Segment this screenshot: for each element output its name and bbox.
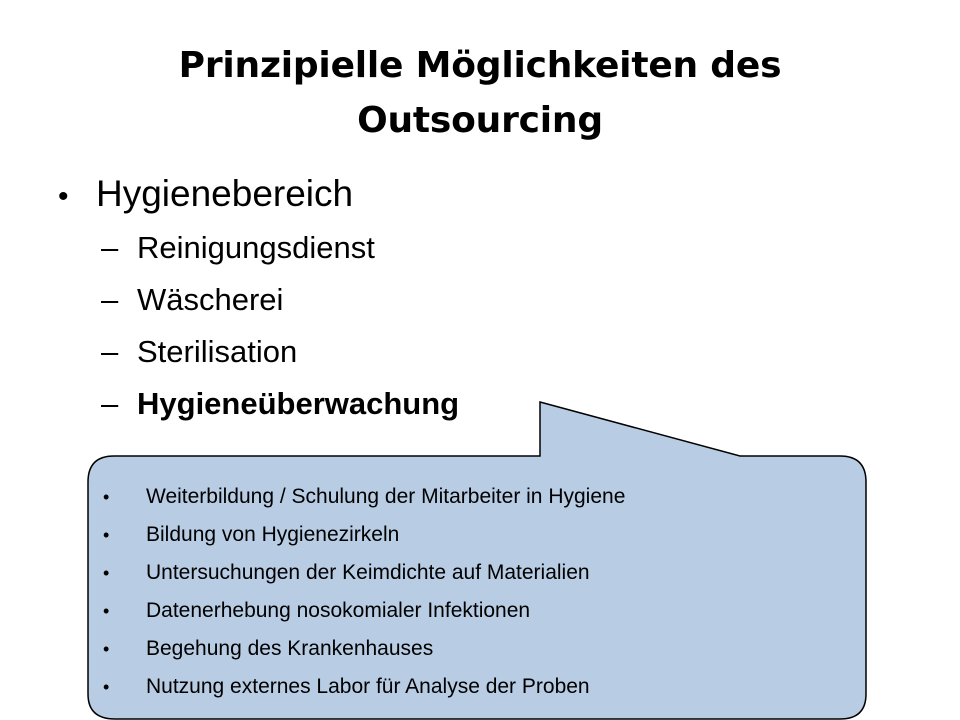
bullet-icon: • [103,639,110,659]
callout-list-item [103,592,625,630]
main-bullet-label: Hygienebereich [96,173,354,214]
callout-item-label: Begehung des Krankenhauses [146,637,434,660]
bullet-icon: • [58,180,69,213]
callout-bullet-list [103,478,625,706]
callout-item-label: Nutzung externes Labor für Analyse der Proben [146,675,590,698]
title-line-2: Outsourcing [357,100,603,141]
bullet-icon: • [103,601,110,621]
callout-item-label: Weiterbildung / Schulung der Mitarbeiter in Hygiene [146,485,626,508]
callout-list-item [103,554,625,592]
dash-icon: – [101,230,119,265]
bullet-icon: • [103,677,110,697]
callout-item-label: Untersuchungen der Keimdichte auf Materialien [146,561,590,584]
dash-icon: – [101,386,119,421]
callout-list-item [103,630,625,668]
callout-list-item [103,668,625,706]
callout-list-item [103,516,625,554]
bullet-icon: • [103,487,110,507]
sub-bullet-label: Sterilisation [137,334,298,369]
bullet-icon: • [103,525,110,545]
dash-icon: – [101,282,119,317]
dash-icon: – [101,334,119,369]
callout-item-label: Bildung von Hygienezirkeln [146,523,400,546]
title-line-1: Prinzipielle Möglichkeiten des [178,45,782,86]
callout-item-label: Datenerhebung nosokomialer Infektionen [146,599,531,622]
bullet-icon: • [103,563,110,583]
sub-bullet-label: Reinigungsdienst [137,230,375,265]
sub-bullet-label: Wäscherei [137,282,284,317]
sub-bullet-label: Hygieneüberwachung [137,386,460,421]
callout-list-item [103,478,625,516]
